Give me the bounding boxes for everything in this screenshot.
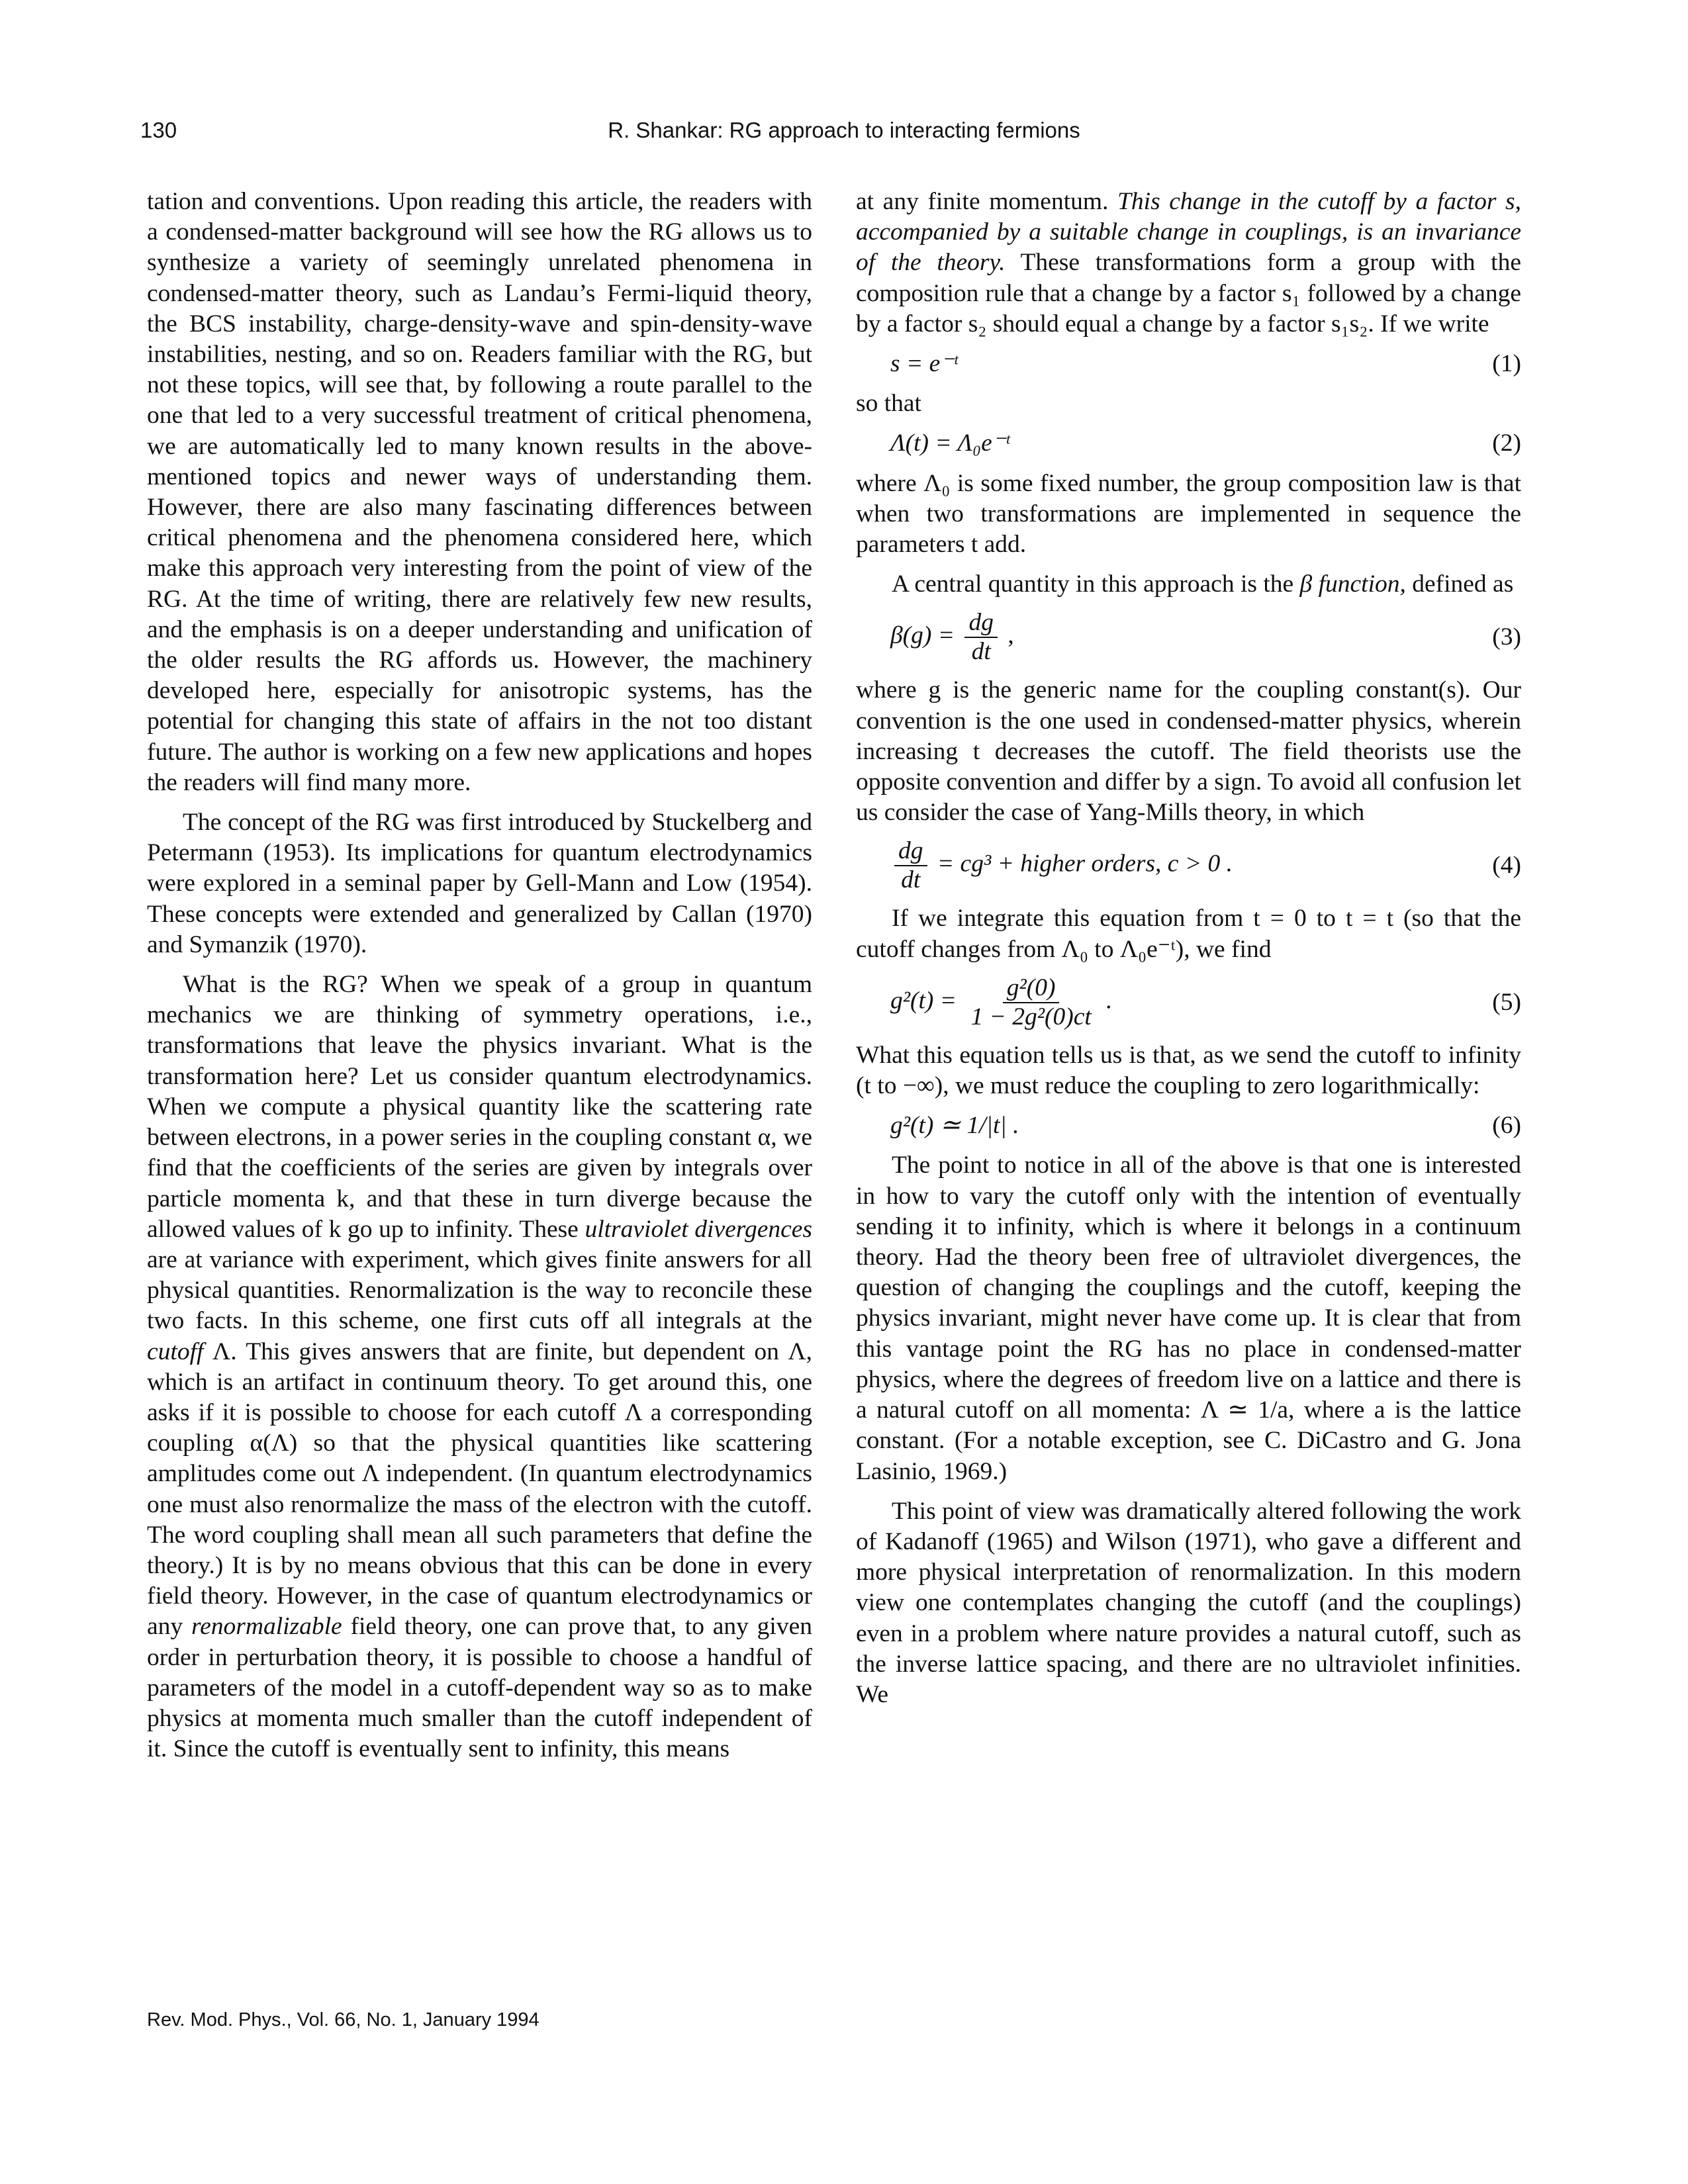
- equation-body: [856, 609, 1014, 666]
- paragraph: The concept of the RG was first introduced by Stuckelberg and Petermann (1953). Its implications for quantum electrodynamics were explored in a seminal paper by Gell-Mann and Low (1954). These concepts were extended and generalized by Callan (1970) and Symanzik (1970).: [147, 809, 812, 958]
- text-run: defined as: [1412, 570, 1514, 598]
- equation-3: [856, 609, 1521, 666]
- numerator: dg: [964, 609, 998, 638]
- equation-body: Λ(t) = Λ₀e⁻ᵗ: [890, 430, 1009, 457]
- emphasis: β function,: [1299, 570, 1406, 598]
- equation-body: s = e⁻ᵗ: [890, 350, 958, 378]
- equation-number: (3): [1492, 623, 1521, 651]
- text-run: Λ. This gives answers that are finite, but dependent on Λ, which is an artifact in continuum theory. To get around this, one asks if it is possible to choose for each cutoff Λ a corresponding coupling α(Λ) so that the physical quantities like scattering amplitudes come out Λ independent. (In quantum electrodynamics one must also renormalize the mass of the electron with the cutoff. The word coupling shall mean all such parameters that define the theory.) It is by no means obvious that this can be done in every field theory. However, in the case of quantum electrodynamics or any: [147, 1338, 813, 1641]
- text-run: These transformations form a group with the composition rule that a change by a factor s₁ followed by a change by a factor s₂ should equal a change by a factor s₁s₂. If we write: [856, 249, 1521, 338]
- paragraph: What this equation tells us is that, as we send the cutoff to infinity (t to −∞), we must reduce the coupling to zero logarithmically:: [856, 1041, 1521, 1100]
- denominator: dt: [901, 866, 921, 894]
- paragraph: The point to notice in all of the above is that one is interested in how to vary the cutoff only with the intention of eventually sending it to infinity, which is where it belongs in a continuum theory. Had the theory been free of ultraviolet divergences, the question of changing the couplings and the cutoff, keeping the physics invariant, might never have come up. It is clear that from this vantage point the RG has no place in condensed-matter physics, where the degrees of freedom live on a lattice and there is a natural cutoff on all momenta: Λ ≃ 1/a, where a is the lattice constant. (For a notable exception, see C. DiCastro and G. Jona Lasinio, 1969.): [856, 1152, 1521, 1485]
- paragraph: [856, 569, 1521, 600]
- right-column: [856, 187, 1521, 1710]
- numerator: g²(0): [1003, 974, 1060, 1003]
- fraction: [966, 974, 1095, 1031]
- equation-tail: .: [1105, 987, 1112, 1015]
- emphasis: cutoff: [147, 1338, 204, 1365]
- equation-number: (5): [1492, 988, 1521, 1016]
- emphasis: This change in the cutoff by a factor s, accompanied by a suitable change in couplings, is an invariance of the theory.: [856, 188, 1522, 277]
- equation-number: (1): [1492, 350, 1521, 378]
- text-run: field theory, one can prove that, to any given order in perturbation theory, it is possible to choose a handful of parameters of the model in a cutoff-dependent way so as to make physics at momenta much smaller than the cutoff independent of it. Since the cutoff is eventually sent to infinity, this means: [147, 1613, 812, 1763]
- paragraph: tation and conventions. Upon reading this article, the readers with a condensed-matter background will see how the RG allows us to synthesize a variety of seemingly unrelated phenomena in condensed-matter theory, such as Landau’s Fermi-liquid theory, the BCS instability, charge-density-wave and spin-density-wave instabilities, nesting, and so on. Readers familiar with the RG, but not these topics, will see that, by following a route parallel to the one that led to a very successful treatment of critical phenomena, we are automatically led to many known results in the above-mentioned topics and newer ways of understanding them. However, there are also many fascinating differences between critical phenomena and the phenomena considered here, which make this approach very interesting from the point of view of the RG. At the time of writing, there are relatively few new results, and the emphasis is on a deeper understanding and unification of the older results the RG affords us. However, the machinery developed here, especially for anisotropic systems, has the potential for changing this state of affairs in the not too distant future. The author is working on a few new applications and hopes the readers will find many more.: [147, 188, 812, 796]
- text-run: at any finite momentum.: [856, 188, 1109, 215]
- paragraph: If we integrate this equation from t = 0 to t = t (so that the cutoff changes from Λ₀ to Λ₀e⁻ᵗ), we find: [856, 905, 1521, 963]
- text-run: What is the RG? When we speak of a group in quantum mechanics we are thinking of symmetry operations, i.e., transformations that leave the physics invariant. What is the transformation here? Let us consider quantum electrodynamics. When we compute a physical quantity like the scattering rate between electrons, in a power series in the coupling constant α, we find that the coefficients of the series are given by integrals over particle momenta k, and that these in turn diverge because the allowed values of k go up to infinity. These: [147, 971, 812, 1243]
- equation-1: [856, 349, 1521, 379]
- page-number: 130: [140, 118, 177, 142]
- equation-tail: ,: [1008, 622, 1014, 650]
- paragraph: where Λ₀ is some fixed number, the group composition law is that when two transformations are implemented in sequence the parameters t add.: [856, 469, 1521, 559]
- equation-body: [856, 974, 1112, 1031]
- emphasis: renormalizable: [191, 1613, 342, 1641]
- equation-body: [856, 837, 1233, 894]
- emphasis: ultraviolet divergences: [585, 1215, 812, 1243]
- paragraph: [856, 187, 1521, 340]
- text-run: A central quantity in this approach is the: [892, 570, 1294, 598]
- fraction: [964, 609, 998, 666]
- equation-number: (6): [1492, 1112, 1521, 1140]
- equation-number: (4): [1492, 852, 1521, 880]
- equation-body: g²(t) ≃ 1/|t| .: [890, 1112, 1019, 1140]
- fraction: [894, 837, 927, 894]
- paragraph: so that: [856, 390, 921, 418]
- text-run: are at variance with experiment, which gives finite answers for all physical quantities. Renormalization is the way to reconcile these two facts. In this scheme, one first cuts off all integrals at the: [147, 1246, 812, 1335]
- equation-number: (2): [1492, 430, 1521, 457]
- equation-lhs: β(g) =: [890, 622, 955, 650]
- equation-5: [856, 974, 1521, 1031]
- denominator: dt: [971, 638, 991, 666]
- equation-2: [856, 428, 1521, 459]
- equation-lhs: g²(t) =: [890, 987, 957, 1015]
- equation-6: [856, 1111, 1521, 1141]
- denominator: 1 − 2g²(0)ct: [970, 1003, 1092, 1030]
- journal-footer: Rev. Mod. Phys., Vol. 66, No. 1, January 1994: [147, 2009, 539, 2030]
- paragraph: [147, 970, 812, 1764]
- paragraph: This point of view was dramatically altered following the work of Kadanoff (1965) and Wilson (1971), who gave a different and more physical interpretation of renormalization. In this modern view one contemplates changing the cutoff (and the couplings) even in a problem where nature provides a natural cutoff, such as the inverse lattice spacing, and there are no ultraviolet infinities. We: [856, 1497, 1521, 1708]
- running-title: R. Shankar: RG approach to interacting fermions: [608, 118, 1080, 142]
- paragraph: where g is the generic name for the coupling constant(s). Our convention is the one used in condensed-matter physics, wherein increasing t decreases the cutoff. The field theorists use the opposite convention and differ by a sign. To avoid all confusion let us consider the case of Yang-Mills theory, in which: [856, 676, 1521, 827]
- equation-rhs: = cg³ + higher orders, c > 0 .: [937, 850, 1233, 878]
- equation-4: [856, 837, 1521, 894]
- left-column: [147, 187, 812, 1764]
- numerator: dg: [894, 837, 927, 866]
